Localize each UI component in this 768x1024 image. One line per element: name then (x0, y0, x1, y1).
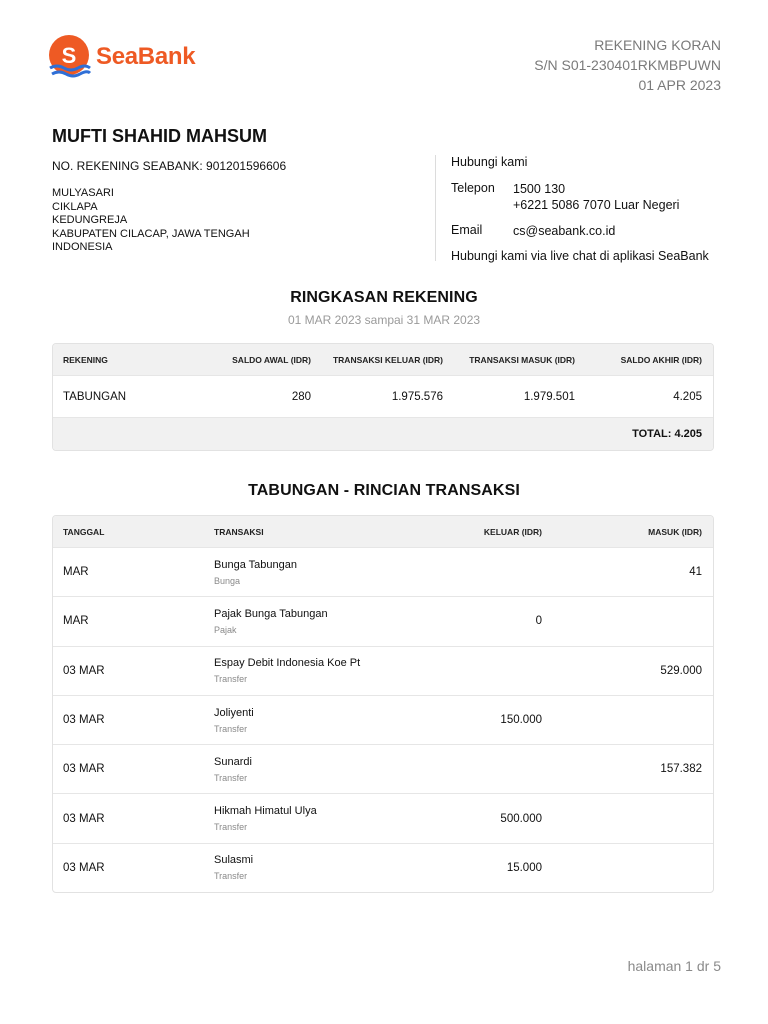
document-meta (534, 35, 721, 95)
header-keluar: KELUAR (IDR) (483, 526, 542, 537)
header-transaksi-masuk: TRANSAKSI MASUK (IDR) (469, 354, 575, 365)
summary-table (52, 343, 714, 451)
tx-name: Espay Debit Indonesia Koe Pt (214, 657, 361, 670)
document-serial: S/N S01-230401RKMBPUWN (534, 57, 721, 73)
tx-in: 41 (689, 566, 702, 579)
table-row (53, 596, 713, 645)
address-line: KEDUNGREJA (52, 214, 128, 226)
header-saldo-awal: SALDO AWAL (IDR) (232, 354, 311, 365)
phone-number-international[interactable]: +6221 5086 7070 Luar Negeri (513, 198, 680, 212)
cell-saldo-awal: 280 (291, 390, 311, 403)
header-transaksi-keluar: TRANSAKSI KELUAR (IDR) (332, 354, 443, 365)
tx-name: Pajak Bunga Tabungan (214, 607, 328, 620)
tx-date: 03 MAR (63, 861, 105, 874)
header-transaksi: TRANSAKSI (214, 526, 264, 537)
cell-saldo-akhir: 4.205 (673, 390, 702, 403)
tx-date: 03 MAR (63, 763, 105, 776)
summary-total: TOTAL: 4.205 (53, 417, 713, 450)
header-rekening: REKENING (63, 354, 108, 365)
tx-category: Transfer (214, 772, 248, 783)
tx-name: Bunga Tabungan (214, 558, 297, 571)
table-row (53, 375, 713, 417)
tx-category: Transfer (214, 822, 248, 833)
email-label: Email (451, 223, 483, 237)
tx-category: Transfer (214, 871, 248, 882)
contact-info (451, 155, 709, 263)
tx-category: Pajak (214, 624, 237, 635)
tx-category: Bunga (214, 575, 241, 586)
phone-number[interactable]: 1500 130 (513, 182, 566, 196)
cell-rekening: TABUNGAN (63, 390, 127, 403)
live-chat-note: Hubungi kami via live chat di aplikasi SeaBank (451, 249, 709, 263)
tx-category: Transfer (214, 723, 248, 734)
tx-name: Sulasmi (214, 854, 254, 867)
tx-date: 03 MAR (63, 664, 105, 677)
brand-name: SeaBank (96, 43, 196, 70)
tx-date: 03 MAR (63, 714, 105, 727)
transactions-table (52, 515, 714, 893)
seabank-logo-icon (46, 34, 92, 80)
tx-name: Hikmah Himatul Ulya (214, 805, 317, 818)
contact-email-row (451, 223, 709, 239)
holder-name: MUFTI SHAHID MAHSUM (52, 126, 267, 146)
table-row (53, 646, 713, 695)
account-number: NO. REKENING SEABANK: 901201596606 (52, 159, 287, 173)
page-indicator: halaman 1 dr 5 (627, 958, 721, 974)
tx-out: 500.000 (500, 812, 542, 825)
contact-phone-row (451, 181, 709, 213)
tx-category: Transfer (214, 674, 248, 685)
table-row (53, 547, 713, 596)
tx-in: 157.382 (660, 763, 702, 776)
account-holder (52, 126, 432, 255)
address-line: INDONESIA (52, 241, 113, 253)
table-row (53, 695, 713, 744)
table-row (53, 843, 713, 892)
header-masuk: MASUK (IDR) (648, 526, 702, 537)
tx-out: 150.000 (500, 714, 542, 727)
tx-date: MAR (63, 615, 89, 628)
summary-title: RINGKASAN REKENING (290, 289, 478, 306)
table-row (53, 744, 713, 793)
address-line: KABUPATEN CILACAP, JAWA TENGAH (52, 227, 250, 240)
tx-name: Sunardi (214, 755, 252, 768)
cell-masuk: 1.979.501 (523, 390, 575, 403)
summary-period: 01 MAR 2023 sampai 31 MAR 2023 (287, 313, 481, 327)
tx-in: 529.000 (660, 664, 702, 677)
address-line: MULYASARI (52, 187, 114, 199)
tx-out: 0 (535, 615, 542, 628)
tx-date: 03 MAR (63, 812, 105, 825)
transactions-title: TABUNGAN - RINCIAN TRANSAKSI (248, 482, 520, 499)
header-tanggal: TANGGAL (63, 526, 105, 537)
contact-title: Hubungi kami (451, 155, 528, 169)
cell-keluar: 1.975.576 (391, 390, 443, 403)
phone-label: Telepon (451, 181, 495, 195)
table-row (53, 793, 713, 842)
document-date: 01 APR 2023 (638, 77, 721, 93)
address-line: CIKLAPA (52, 200, 98, 213)
document-title: REKENING KORAN (594, 37, 721, 53)
tx-name: Joliyenti (214, 706, 254, 719)
tx-date: MAR (63, 566, 89, 579)
vertical-divider (435, 155, 436, 261)
tx-out: 15.000 (506, 861, 542, 874)
email-link[interactable]: cs@seabank.co.id (513, 224, 616, 238)
holder-address (52, 187, 432, 255)
svg-text:S: S (61, 43, 77, 68)
seabank-logo (46, 34, 195, 80)
transactions-header-row (53, 516, 713, 547)
header-saldo-akhir: SALDO AKHIR (IDR) (620, 354, 702, 365)
summary-header-row (53, 344, 713, 375)
